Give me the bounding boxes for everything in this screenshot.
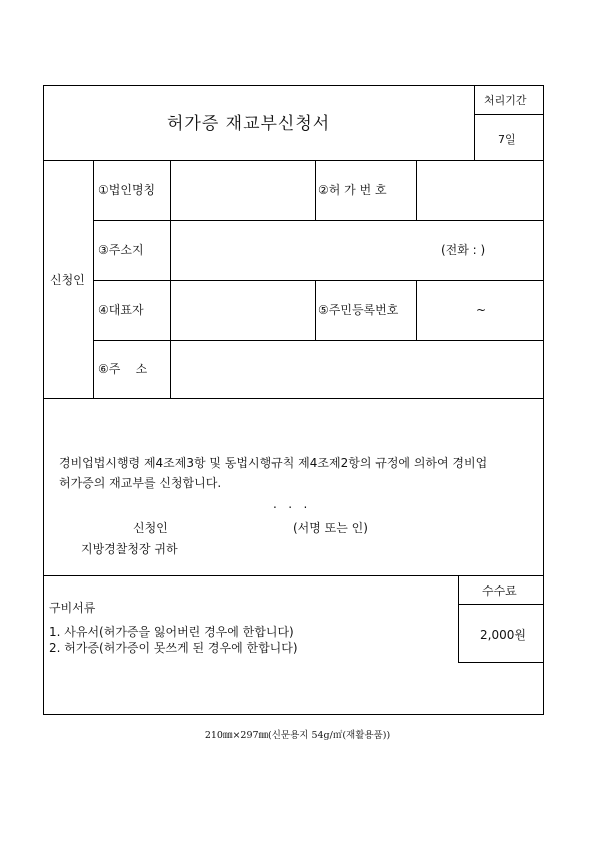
application-form [43, 85, 544, 715]
signer-label: 신청인 [133, 521, 168, 535]
row-divider-3 [93, 340, 543, 341]
processing-period-value: 7일 [498, 133, 516, 146]
resident-label-left [315, 280, 316, 340]
fee-value: 2,000원 [480, 628, 526, 642]
permit-number-field[interactable] [420, 164, 539, 216]
period-divider [474, 114, 543, 115]
signature-label: (서명 또는 인) [293, 521, 368, 535]
fee-label: 수수료 [482, 584, 517, 598]
representative-label: ④대표자 [98, 303, 144, 317]
header-divider [44, 160, 543, 161]
field-label-divider [170, 160, 171, 398]
body-bottom-divider [44, 575, 543, 576]
phone-label: (전화 : ) [441, 243, 486, 257]
addressee: 지방경찰청장 귀하 [81, 542, 178, 556]
date-marks: . . . [273, 497, 308, 511]
resident-label-right [416, 280, 417, 340]
required-doc-2: 2. 허가증(허가증이 못쓰게 된 경우에 한합니다) [49, 641, 298, 655]
required-docs-title: 구비서류 [49, 601, 96, 615]
row-divider-2 [93, 280, 543, 281]
statement-line-2: 허가증의 재교부를 신청합니다. [59, 476, 222, 490]
applicant-section-label: 신청인 [50, 273, 85, 287]
applicant-bottom-divider [44, 398, 543, 399]
office-address-field[interactable] [174, 224, 434, 276]
resident-number-value[interactable]: ~ [476, 303, 487, 317]
representative-field[interactable] [174, 284, 311, 336]
applicant-label-divider [93, 160, 94, 398]
permit-number-label: ②허 가 번 호 [318, 183, 387, 197]
address-field[interactable] [174, 344, 539, 394]
required-doc-1: 1. 사유서(허가증을 잃어버린 경우에 한합니다) [49, 625, 294, 639]
corp-name-label: ①법인명칭 [98, 183, 156, 197]
fee-bottom-divider [458, 662, 543, 663]
permit-label-left [315, 160, 316, 220]
period-left-divider [474, 86, 475, 160]
resident-number-label: ⑤주민등록번호 [318, 303, 399, 317]
paper-spec-footer: 210㎜×297㎜(신문용지 54g/㎡(재활용품)) [204, 730, 391, 741]
statement-line-1: 경비업법시행령 제4조제3항 및 동법시행규칙 제4조제2항의 규정에 의하여 경비업 [59, 456, 488, 470]
corp-name-field[interactable] [174, 164, 311, 216]
fee-divider [458, 604, 543, 605]
office-address-label: ③주소지 [98, 243, 144, 257]
permit-label-right [416, 160, 417, 220]
form-title: 허가증 재교부신청서 [167, 114, 331, 134]
row-divider-1 [93, 220, 543, 221]
address-label: ⑥주 소 [98, 362, 148, 376]
processing-period-label: 처리기간 [484, 94, 527, 107]
fee-left-divider [458, 575, 459, 662]
